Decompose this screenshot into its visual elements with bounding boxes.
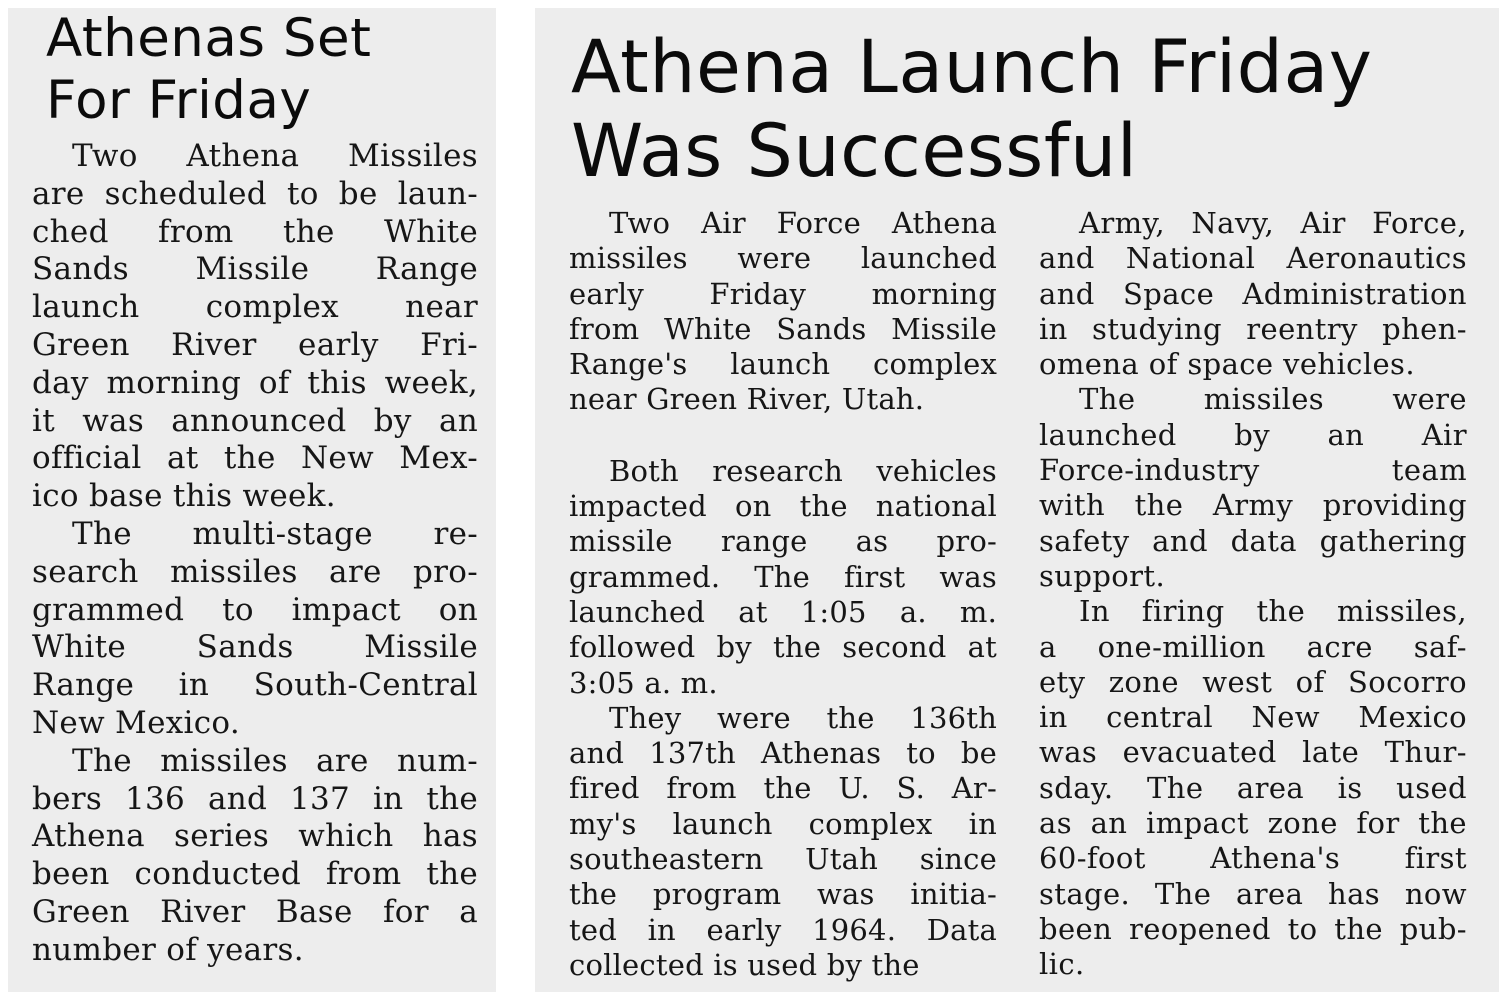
text-line: launched at 1:05 a. m. (569, 594, 997, 629)
left-article-headline (46, 8, 478, 132)
text-line: and Space Administration (1039, 276, 1467, 311)
text-line: Army, Navy, Air Force, (1079, 206, 1467, 240)
text-line: launched by an Air (1039, 417, 1467, 452)
text-line: Two Air Force Athena (609, 206, 997, 240)
text-line: and 137th Athenas to be (569, 736, 997, 771)
text-line: impacted on the national (569, 489, 997, 524)
text-line: in studying reentry phen- (1039, 311, 1467, 346)
text-line: a one-million acre saf- (1039, 629, 1467, 664)
text-line: Two Athena Missiles (72, 138, 478, 174)
text-line: the program was initia- (569, 877, 997, 912)
text-line: Green River Base for a (32, 893, 478, 930)
text-line: as an impact zone for the (1039, 806, 1467, 841)
text-line: Sands Missile Range (32, 251, 478, 288)
text-line: Force-industry team (1039, 453, 1467, 488)
text-line: it was announced by an (32, 402, 478, 439)
text-line: omena of space vehicles. (1039, 347, 1415, 382)
text-line: been conducted from the (32, 856, 478, 893)
text-line: my's launch complex in (569, 806, 997, 841)
text-line: missile range as pro- (569, 524, 997, 559)
text-line: was evacuated late Thur- (1039, 735, 1467, 770)
text-line: and National Aeronautics (1039, 241, 1467, 276)
text-line: collected is used by the (569, 947, 920, 982)
text-line: followed by the second at (569, 630, 997, 665)
text-line: with the Army providing (1039, 488, 1467, 523)
text-line: 3:05 a. m. (569, 665, 718, 700)
headline-line: For Friday (46, 70, 312, 131)
right-article-headline (571, 26, 1477, 194)
right-article-column-2 (1039, 206, 1467, 983)
headline-line: Was Successful (571, 109, 1138, 194)
text-line: from White Sands Missile (569, 311, 997, 346)
left-article-clipping (8, 8, 496, 992)
text-line: in central New Mexico (1039, 700, 1467, 735)
text-line: White Sands Missile (32, 629, 478, 666)
right-article-clipping (535, 8, 1499, 992)
text-line: The missiles were (1079, 382, 1467, 417)
text-line: support. (1039, 558, 1166, 593)
text-line: missiles were launched (569, 241, 997, 276)
text-line: search missiles are pro- (32, 553, 478, 590)
text-line: early Friday morning (569, 276, 997, 311)
text-line: New Mexico. (32, 704, 240, 741)
headline-line: Athenas Set (46, 8, 372, 69)
text-line: Range in South-Central (32, 667, 478, 704)
text-line: southeastern Utah since (569, 842, 997, 877)
headline-line: Athena Launch Friday (571, 25, 1373, 110)
text-line: stage. The area has now (1039, 876, 1467, 911)
text-line: fired from the U. S. Ar- (569, 771, 997, 806)
text-line: In firing the missiles, (1079, 594, 1467, 629)
text-line: bers 136 and 137 in the (32, 780, 478, 817)
text-line: grammed. The first was (569, 559, 997, 594)
text-line: ted in early 1964. Data (569, 912, 997, 947)
text-line: Both research vehicles (609, 453, 997, 488)
text-line: They were the 136th (609, 700, 997, 735)
text-line: Range's launch complex (569, 347, 997, 382)
text-line: ico base this week. (32, 478, 336, 515)
text-line: are scheduled to be laun- (32, 175, 478, 212)
text-line: The multi-stage re- (72, 515, 478, 552)
text-line: grammed to impact on (32, 591, 478, 628)
text-line: day morning of this week, (32, 364, 478, 401)
text-line: lic. (1039, 947, 1085, 982)
text-line: Athena series which has (32, 818, 478, 855)
text-line: ched from the White (32, 213, 478, 250)
right-article-column-1 (569, 206, 997, 983)
text-line: Green River early Fri- (32, 326, 478, 363)
text-line: ety zone west of Socorro (1039, 664, 1467, 699)
left-article-body (32, 138, 478, 970)
text-line: 60-foot Athena's first (1039, 841, 1467, 876)
right-article-columns (569, 206, 1477, 983)
text-line: launch complex near (32, 289, 478, 326)
text-line: number of years. (32, 931, 304, 968)
text-line: official at the New Mex- (32, 440, 478, 477)
text-line: near Green River, Utah. (569, 382, 925, 417)
text-line: been reopened to the pub- (1039, 911, 1467, 946)
text-line: safety and data gathering (1039, 523, 1467, 558)
text-line: The missiles are num- (72, 742, 478, 779)
paragraph-gap (569, 418, 997, 454)
text-line: sday. The area is used (1039, 770, 1467, 805)
